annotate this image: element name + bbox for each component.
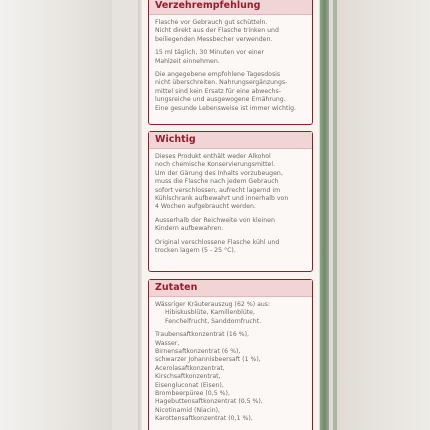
section-body (149, 15, 312, 113)
section-title: Zutaten (149, 280, 312, 297)
list-item: Hagebuttensaftkonzentrat (0,5 %), (155, 398, 263, 406)
paragraph: Ausserhalb der Reichweite von kleinen Kindern aufbewahren. (155, 216, 275, 233)
paragraph: Dieses Produkt enthält weder Alkohol noch chemische Konservierungsmittel. Um der Gärung des Inhalts vorzubeugen, muss die Flasche nach jedem Gebrauch sofort verschlossen, aufrecht lagernd im Kühlschrank aufbewahrt und innerhalb von 4 Wochen aufgebraucht werden. (155, 153, 289, 211)
background-left (0, 0, 112, 430)
section-zutaten (148, 279, 313, 430)
list-item: Brombeerpüree (0,5 %), (155, 390, 230, 398)
paragraph: Original verschlossene Flasche kühl und trocken lagern (5 - 25 °C). (155, 238, 280, 255)
paragraph: Flasche vor Gebrauch gut schütteln. Nicht direkt aus der Flasche trinken und beiliegenden Messbecher verwenden. (155, 19, 279, 43)
package-side-stripe (320, 0, 329, 430)
list-item: Wasser, (155, 339, 180, 347)
paragraph: 15 ml täglich, 30 Minuten vor einer Mahlzeit einnehmen. (155, 49, 265, 65)
section-wichtig (148, 131, 313, 272)
section-verzehrempfehlung (148, 0, 313, 125)
package-side-stripe-light (333, 0, 337, 430)
list-item: Hibiskusblüte, Kamillenblüte, (165, 309, 255, 317)
section-title: Verzehrempfehlung (149, 0, 312, 15)
paragraph: Die angegebene empfohlene Tagesdosis nicht überschreiten. Nahrungsergänzungs- mittel sind kein Ersatz für eine abwechs- lungsreiche und ausgewogene Ernährung. Eine gesunde Lebensweise ist immer wichtig. (155, 71, 297, 112)
list-item: Eisengluconat (Eisen), (155, 381, 224, 389)
list-item: Karottensaftkonzentrat (0,1 %), (155, 415, 253, 423)
list-item: Acerolasaftkonzentrat, (155, 364, 225, 372)
list-item: Nicotinamid (Niacin), (155, 406, 221, 414)
ingredient-intro: Wässriger Kräuterauszug (62 %) aus: (155, 301, 271, 308)
list-item: Kirschsaftkonzentrat, (155, 373, 221, 381)
section-title: Wichtig (149, 132, 312, 149)
list-item: Fenchelfrucht, Sanddornfrucht. (165, 317, 262, 325)
list-item: schwarzer Johannisbeersaft (1 %), (155, 356, 261, 364)
list-item: Traubensaftkonzentrat (16 %), (155, 331, 250, 339)
package-label-panel (142, 0, 319, 430)
ingredient-list (155, 331, 306, 423)
herb-list (155, 309, 306, 326)
section-body (149, 297, 312, 424)
section-body (149, 149, 312, 255)
list-item: Birnensaftkonzentrat (6 %), (155, 348, 241, 356)
